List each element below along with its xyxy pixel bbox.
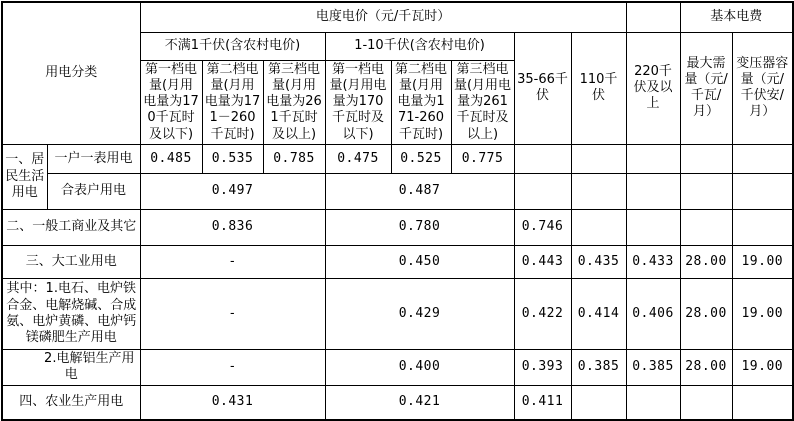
row-label-residential: 一、居民生活用电 (2, 144, 47, 209)
empty-cell (571, 144, 626, 173)
header-energy-price-title: 电度电价（元/千瓦时） (140, 2, 626, 32)
electricity-tariff-table (1, 1, 794, 421)
row-label-single-meter: 一户一表用电 (47, 144, 140, 173)
empty-cell (732, 144, 793, 173)
empty-cell (571, 173, 626, 209)
table-row-large-industry (2, 245, 793, 278)
header-tier3-lt1kv: 第三档电量(月用电量为261千瓦时及以上) (263, 60, 325, 144)
price-cell: 0.485 (140, 144, 202, 173)
header-tier1-1-10kv: 第一档电量(月用电量为170千瓦时及以下) (325, 60, 391, 144)
header-tier1-lt1kv: 第一档电量(月用电量为170千瓦时及以下) (140, 60, 202, 144)
header-group-lt1kv: 不满1千伏(含农村电价) (140, 32, 325, 60)
price-cell: 19.00 (732, 245, 793, 278)
price-cell: 0.431 (140, 385, 325, 420)
row-label-shared-meter: 合表户用电 (47, 173, 140, 209)
header-group-1-10kv: 1-10千伏(含农村电价) (325, 32, 514, 60)
price-cell: 0.450 (325, 245, 514, 278)
price-cell: 0.487 (325, 173, 514, 209)
empty-cell (571, 209, 626, 245)
price-cell: 0.400 (325, 349, 514, 385)
header-35-66kv: 35-66千伏 (514, 32, 571, 144)
price-cell: 28.00 (680, 349, 732, 385)
empty-cell (626, 385, 680, 420)
header-110kv: 110千伏 (571, 32, 626, 144)
price-cell: - (140, 278, 325, 349)
empty-cell (680, 173, 732, 209)
table-row-special-industry-1 (2, 278, 793, 349)
empty-cell (514, 144, 571, 173)
price-cell: 0.780 (325, 209, 514, 245)
price-cell: 19.00 (732, 278, 793, 349)
table-row-agricultural (2, 385, 793, 420)
price-cell: 0.475 (325, 144, 391, 173)
header-tier2-lt1kv: 第二档电量(月用电量为171－260千瓦时) (202, 60, 263, 144)
price-cell: 19.00 (732, 349, 793, 385)
row-label-general-commercial: 二、一般工商业及其它 (2, 209, 140, 245)
price-cell: - (140, 349, 325, 385)
header-max-demand: 最大需量（元/千瓦/月） (680, 32, 732, 144)
price-cell: 0.414 (571, 278, 626, 349)
table-row-residential-single-meter (2, 144, 793, 173)
price-cell: 0.836 (140, 209, 325, 245)
row-label-special-industry-1: 其中：1.电石、电炉铁合金、电解烧碱、合成氨、电炉黄磷、电炉钙镁磷肥生产用电 (2, 278, 140, 349)
empty-cell (626, 209, 680, 245)
price-cell: 0.422 (514, 278, 571, 349)
row-label-large-industry: 三、大工业用电 (2, 245, 140, 278)
empty-cell (680, 385, 732, 420)
price-cell: 0.433 (626, 245, 680, 278)
header-empty-cell (626, 2, 680, 32)
table-row-special-industry-2 (2, 349, 793, 385)
price-cell: 0.406 (626, 278, 680, 349)
header-transformer-capacity: 变压器容量（元/千伏安/月） (732, 32, 793, 144)
price-cell: 0.385 (571, 349, 626, 385)
price-cell: 0.785 (263, 144, 325, 173)
header-usage-class: 用电分类 (2, 2, 140, 144)
price-cell: 0.421 (325, 385, 514, 420)
header-row-1 (2, 2, 793, 32)
empty-cell (626, 173, 680, 209)
header-tier3-1-10kv: 第三档电量(月用电量为261千瓦时及以上) (451, 60, 514, 144)
row-label-special-industry-2: 2.电解铝生产用电 (2, 349, 140, 385)
header-220kv: 220千伏及以上 (626, 32, 680, 144)
price-cell: 0.385 (626, 349, 680, 385)
price-cell: 0.393 (514, 349, 571, 385)
price-cell: 0.775 (451, 144, 514, 173)
empty-cell (514, 173, 571, 209)
price-cell: 28.00 (680, 245, 732, 278)
empty-cell (571, 385, 626, 420)
empty-cell (626, 144, 680, 173)
price-cell: - (140, 245, 325, 278)
table-row-residential-shared-meter (2, 173, 793, 209)
empty-cell (732, 385, 793, 420)
table-row-general-commercial (2, 209, 793, 245)
price-cell: 0.535 (202, 144, 263, 173)
empty-cell (732, 173, 793, 209)
price-cell: 0.443 (514, 245, 571, 278)
price-cell: 0.411 (514, 385, 571, 420)
price-cell: 0.746 (514, 209, 571, 245)
price-cell: 0.429 (325, 278, 514, 349)
price-cell: 0.525 (391, 144, 451, 173)
price-cell: 0.497 (140, 173, 325, 209)
empty-cell (732, 209, 793, 245)
price-cell: 28.00 (680, 278, 732, 349)
empty-cell (680, 144, 732, 173)
header-basic-fee-title: 基本电费 (680, 2, 793, 32)
row-label-agricultural: 四、农业生产用电 (2, 385, 140, 420)
empty-cell (680, 209, 732, 245)
header-tier2-1-10kv: 第二档电量(月用电量为171-260千瓦时) (391, 60, 451, 144)
price-cell: 0.435 (571, 245, 626, 278)
